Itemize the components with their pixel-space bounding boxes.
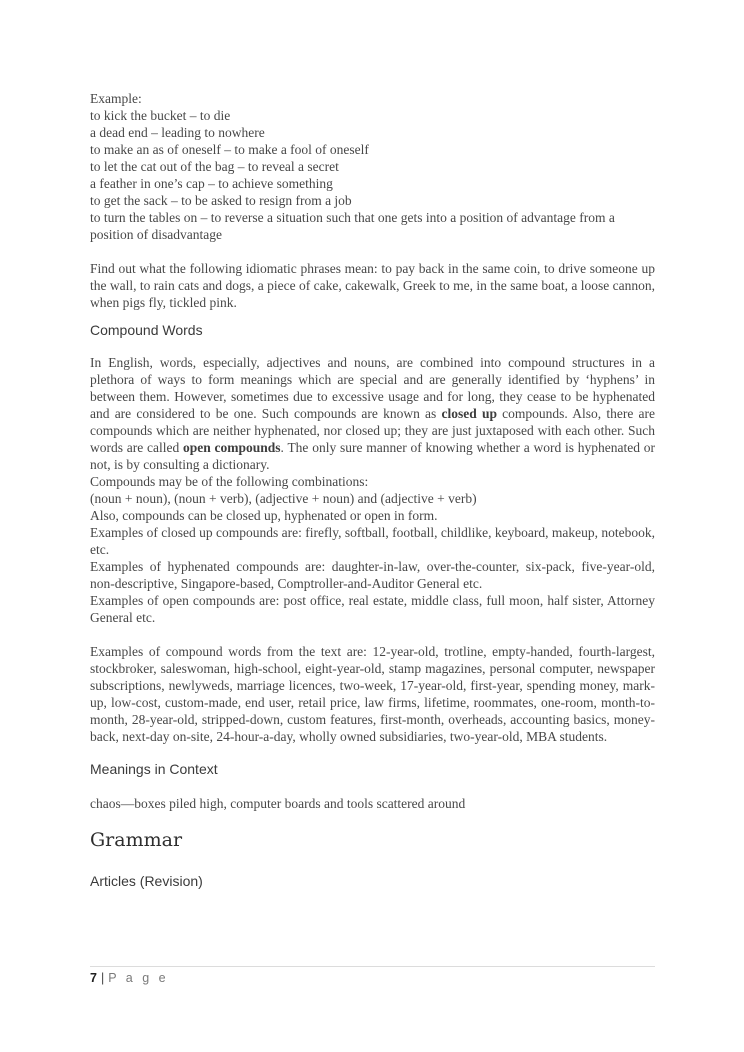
compound-words-body <box>90 354 655 626</box>
combination-line: Also, compounds can be closed up, hyphenated or open in form. <box>90 508 438 523</box>
compound-intro-paragraph <box>90 354 655 473</box>
footer-rule <box>90 966 655 967</box>
combination-line: (noun + noun), (noun + verb), (adjective + noun) and (adjective + verb) <box>90 491 477 506</box>
find-out-paragraph: Find out what the following idiomatic phrases mean: to pay back in the same coin, to drive someone up the wall, to rain cats and dogs, a piece of cake, cakewalk, Greek to me, in the same boat, a loose cannon, when pigs fly, tickled pink. <box>90 261 655 310</box>
combination-line: Examples of hyphenated compounds are: daughter-in-law, over-the-counter, six-pack, five-year-old, non-descriptive, Singapore-based, Comptroller-and-Auditor General etc. <box>90 559 655 591</box>
combination-line: Examples of closed up compounds are: firefly, softball, football, childlike, keyboard, makeup, notebook, etc. <box>90 525 655 557</box>
meanings-in-context-heading: Meanings in Context <box>90 761 218 777</box>
combination-line: Compounds may be of the following combinations: <box>90 474 369 489</box>
example-line: to get the sack – to be asked to resign from a job <box>90 193 352 208</box>
example-line: to turn the tables on – to reverse a situation such that one gets into a position of advantage from a position of disadvantage <box>90 210 615 242</box>
example-line: to let the cat out of the bag – to reveal a secret <box>90 159 339 174</box>
footer-page-word: P a g e <box>108 971 169 985</box>
example-section <box>90 90 655 243</box>
example-label: Example: <box>90 91 142 106</box>
footer-page-number: 7 <box>90 971 97 985</box>
example-line: a feather in one’s cap – to achieve something <box>90 176 333 191</box>
footer-text <box>90 971 655 986</box>
text-examples-paragraph: Examples of compound words from the text are: 12-year-old, trotline, empty-handed, fourth-largest, stockbroker, saleswoman, high-school, eight-year-old, stamp magazines, personal computer, newspaper subscriptions, newlyweds, marriage licences, two-week, 17-year-old, first-year, spending money, mark-up, low-cost, custom-made, end user, retail price, law firms, lifetime, roommates, one-room, month-to-month, 28-year-old, stripped-down, custom features, first-month, overheads, accounting basics, money-back, next-day on-site, 24-hour-a-day, wholly owned subsidiaries, two-year-old, MBA students. <box>90 644 655 744</box>
intro-bold-open-compounds: open compounds <box>183 440 281 455</box>
page-footer <box>90 966 655 986</box>
intro-part1: In English, words, especially, adjectives and nouns, are combined into compound structures in a plethora of ways to form meanings which are special and are generally identified by ‘hyphens’ in between them. However, sometimes due to excessive usage and for long, they cease to be hyphenated and are considered to be one. Such compounds are known as <box>90 355 655 421</box>
intro-part2: compounds. Also, there are compounds which are neither hyphenated, nor closed up; they are just juxtaposed with each other. Such words are called <box>90 406 656 455</box>
example-line: a dead end – leading to nowhere <box>90 125 265 140</box>
page-content <box>90 90 655 891</box>
grammar-heading: Grammar <box>90 829 183 851</box>
compound-words-heading: Compound Words <box>90 322 203 338</box>
intro-part3: . The only sure manner of knowing whether a word is hyphenated or not, is by consulting a dictionary. <box>90 440 655 472</box>
combination-line: Examples of open compounds are: post office, real estate, middle class, full moon, half sister, Attorney General etc. <box>90 593 655 625</box>
example-line: to make an as of oneself – to make a fool of oneself <box>90 142 369 157</box>
chaos-line: chaos—boxes piled high, computer boards and tools scattered around <box>90 796 466 811</box>
footer-separator: | <box>100 971 105 985</box>
articles-revision-heading: Articles (Revision) <box>90 873 203 889</box>
intro-bold-closed-up: closed up <box>441 406 497 421</box>
example-line: to kick the bucket – to die <box>90 108 231 123</box>
